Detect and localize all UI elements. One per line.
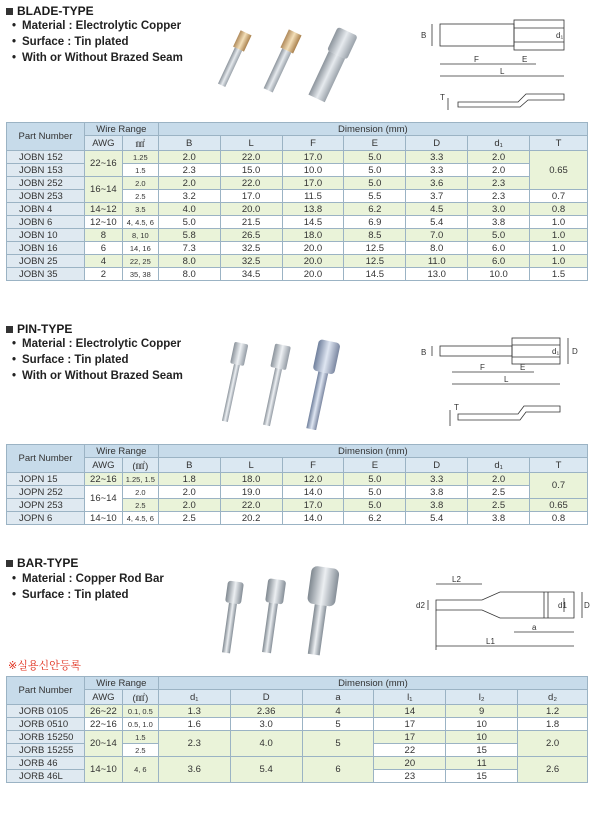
value-cell: 6.0 bbox=[468, 242, 530, 255]
mm2-cell: 1.25 bbox=[122, 151, 158, 164]
awg-cell: 16~14 bbox=[84, 486, 122, 512]
awg-cell: 22~16 bbox=[84, 718, 122, 731]
value-cell: 17.0 bbox=[282, 151, 344, 164]
value-cell: 3.0 bbox=[230, 718, 302, 731]
awg-cell: 6 bbox=[84, 242, 122, 255]
bar-spec-table bbox=[6, 676, 588, 783]
bar-dimension-diagram bbox=[414, 572, 590, 660]
dim-label-E: E bbox=[522, 55, 528, 64]
value-cell: 5.8 bbox=[158, 229, 220, 242]
awg-cell: 20~14 bbox=[84, 731, 122, 757]
header-col: l₁ bbox=[374, 690, 446, 705]
value-cell: 11.5 bbox=[282, 190, 344, 203]
mm2-cell: 8, 10 bbox=[122, 229, 158, 242]
value-cell: 22.0 bbox=[220, 151, 282, 164]
table-row bbox=[7, 255, 588, 268]
part-number: JOPN 6 bbox=[7, 512, 85, 525]
part-number: JOBN 253 bbox=[7, 190, 85, 203]
value-cell: 7.0 bbox=[406, 229, 468, 242]
header-wire-range: Wire Range bbox=[84, 445, 158, 458]
mm2-cell: 4, 4.5, 6 bbox=[122, 216, 158, 229]
part-number: JOBN 6 bbox=[7, 216, 85, 229]
part-number: JOBN 16 bbox=[7, 242, 85, 255]
header-awg: AWG bbox=[84, 690, 122, 705]
pin-dimension-diagram bbox=[418, 330, 590, 435]
value-cell: 22.0 bbox=[220, 499, 282, 512]
table-row bbox=[7, 151, 588, 164]
value-cell: 0.7 bbox=[530, 473, 588, 499]
header-col: F bbox=[282, 136, 344, 151]
value-cell: 32.5 bbox=[220, 242, 282, 255]
value-cell: 20.0 bbox=[220, 203, 282, 216]
part-number: JOBN 35 bbox=[7, 268, 85, 281]
value-cell: 3.7 bbox=[406, 190, 468, 203]
value-cell: 34.5 bbox=[220, 268, 282, 281]
value-cell: 2.3 bbox=[468, 177, 530, 190]
header-col: D bbox=[406, 458, 468, 473]
value-cell: 11.0 bbox=[406, 255, 468, 268]
value-cell: 3.2 bbox=[158, 190, 220, 203]
header-mm2: (㎟) bbox=[122, 458, 158, 473]
value-cell: 5.4 bbox=[406, 216, 468, 229]
value-cell: 9 bbox=[446, 705, 518, 718]
value-cell: 7.3 bbox=[158, 242, 220, 255]
table-row bbox=[7, 757, 588, 770]
header-awg: AWG bbox=[84, 136, 122, 151]
value-cell: 3.3 bbox=[406, 164, 468, 177]
value-cell: 1.0 bbox=[530, 255, 588, 268]
pin-spec-table bbox=[6, 444, 588, 525]
value-cell: 8.5 bbox=[344, 229, 406, 242]
value-cell: 20.2 bbox=[220, 512, 282, 525]
value-cell: 2.3 bbox=[468, 190, 530, 203]
value-cell: 0.65 bbox=[530, 151, 588, 190]
header-part-number: Part Number bbox=[7, 123, 85, 151]
awg-cell: 22~16 bbox=[84, 473, 122, 486]
awg-cell: 14~10 bbox=[84, 512, 122, 525]
mm2-cell: 2.0 bbox=[122, 177, 158, 190]
header-col: l₂ bbox=[446, 690, 518, 705]
header-col: d₁ bbox=[468, 136, 530, 151]
part-number: JOPN 15 bbox=[7, 473, 85, 486]
header-dimension: Dimension (mm) bbox=[158, 123, 587, 136]
bar-features bbox=[12, 571, 164, 603]
value-cell: 8.0 bbox=[158, 255, 220, 268]
dim-label-L: L bbox=[500, 67, 505, 76]
value-cell: 32.5 bbox=[220, 255, 282, 268]
mm2-cell: 2.0 bbox=[122, 486, 158, 499]
dim-label-a: a bbox=[532, 623, 537, 632]
header-col: T bbox=[530, 136, 588, 151]
mm2-cell: 1.5 bbox=[122, 731, 158, 744]
dim-label-T: T bbox=[454, 403, 459, 412]
value-cell: 1.8 bbox=[518, 718, 588, 731]
value-cell: 5.0 bbox=[344, 151, 406, 164]
dim-label-d1: d1 bbox=[558, 601, 567, 610]
dim-label-L2: L2 bbox=[452, 575, 461, 584]
part-number: JOBN 152 bbox=[7, 151, 85, 164]
bar-type-title: BAR-TYPE bbox=[6, 556, 78, 570]
header-col: L bbox=[220, 458, 282, 473]
value-cell: 19.0 bbox=[220, 486, 282, 499]
value-cell: 14.0 bbox=[282, 512, 344, 525]
awg-cell: 2 bbox=[84, 268, 122, 281]
table-row bbox=[7, 216, 588, 229]
value-cell: 14.5 bbox=[282, 216, 344, 229]
value-cell: 12.5 bbox=[344, 242, 406, 255]
part-number: JORB 15250 bbox=[7, 731, 85, 744]
value-cell: 2.3 bbox=[158, 731, 230, 757]
header-col: D bbox=[230, 690, 302, 705]
bullet-square-icon bbox=[6, 8, 13, 15]
header-awg: AWG bbox=[84, 458, 122, 473]
part-number: JOBN 10 bbox=[7, 229, 85, 242]
value-cell: 1.0 bbox=[530, 242, 588, 255]
blade-spec-table bbox=[6, 122, 588, 281]
value-cell: 14 bbox=[374, 705, 446, 718]
value-cell: 2.3 bbox=[158, 164, 220, 177]
value-cell: 6.9 bbox=[344, 216, 406, 229]
value-cell: 3.6 bbox=[406, 177, 468, 190]
value-cell: 12.5 bbox=[344, 255, 406, 268]
value-cell: 5.4 bbox=[230, 757, 302, 783]
value-cell: 18.0 bbox=[282, 229, 344, 242]
table-row bbox=[7, 229, 588, 242]
value-cell: 15 bbox=[446, 770, 518, 783]
mm2-cell: 22, 25 bbox=[122, 255, 158, 268]
value-cell: 2.0 bbox=[158, 177, 220, 190]
feature-item: • Material : Electrolytic Copper bbox=[12, 18, 183, 34]
value-cell: 0.65 bbox=[530, 499, 588, 512]
header-part-number: Part Number bbox=[7, 677, 85, 705]
value-cell: 23 bbox=[374, 770, 446, 783]
dim-label-d1: d₁ bbox=[556, 31, 564, 40]
value-cell: 5 bbox=[302, 731, 374, 757]
table-row bbox=[7, 177, 588, 190]
value-cell: 5 bbox=[302, 718, 374, 731]
table-row bbox=[7, 268, 588, 281]
value-cell: 13.8 bbox=[282, 203, 344, 216]
header-col: E bbox=[344, 458, 406, 473]
utility-model-note: ※실용신안등록 bbox=[8, 660, 81, 672]
bar-terminal-photo bbox=[210, 565, 340, 660]
value-cell: 17.0 bbox=[282, 499, 344, 512]
value-cell: 21.5 bbox=[220, 216, 282, 229]
header-col: D bbox=[406, 136, 468, 151]
part-number: JOBN 4 bbox=[7, 203, 85, 216]
value-cell: 3.3 bbox=[406, 473, 468, 486]
value-cell: 10 bbox=[446, 731, 518, 744]
table-row bbox=[7, 473, 588, 486]
dim-label-E: E bbox=[520, 363, 526, 372]
mm2-cell: 0.5, 1.0 bbox=[122, 718, 158, 731]
header-col: a bbox=[302, 690, 374, 705]
value-cell: 20.0 bbox=[282, 255, 344, 268]
value-cell: 5.0 bbox=[344, 499, 406, 512]
feature-item: • With or Without Brazed Seam bbox=[12, 368, 183, 384]
mm2-cell: 2.5 bbox=[122, 744, 158, 757]
dim-label-d2: d2 bbox=[416, 601, 425, 610]
awg-cell: 12~10 bbox=[84, 216, 122, 229]
value-cell: 6.0 bbox=[468, 255, 530, 268]
mm2-cell: 4, 4.5, 6 bbox=[122, 512, 158, 525]
dim-label-B: B bbox=[421, 348, 427, 357]
value-cell: 15 bbox=[446, 744, 518, 757]
dim-label-D: D bbox=[584, 601, 590, 610]
value-cell: 4.5 bbox=[406, 203, 468, 216]
blade-terminal-photo bbox=[205, 25, 365, 105]
value-cell: 2.0 bbox=[468, 473, 530, 486]
dim-label-T: T bbox=[440, 93, 445, 102]
part-number: JOBN 25 bbox=[7, 255, 85, 268]
value-cell: 13.0 bbox=[406, 268, 468, 281]
value-cell: 6.2 bbox=[344, 203, 406, 216]
value-cell: 11 bbox=[446, 757, 518, 770]
value-cell: 26.5 bbox=[220, 229, 282, 242]
table-row bbox=[7, 718, 588, 731]
value-cell: 8.0 bbox=[406, 242, 468, 255]
value-cell: 10.0 bbox=[468, 268, 530, 281]
value-cell: 12.0 bbox=[282, 473, 344, 486]
value-cell: 5.0 bbox=[344, 164, 406, 177]
value-cell: 5.0 bbox=[344, 486, 406, 499]
value-cell: 5.0 bbox=[158, 216, 220, 229]
value-cell: 10.0 bbox=[282, 164, 344, 177]
awg-cell: 14~10 bbox=[84, 757, 122, 783]
mm2-cell: 2.5 bbox=[122, 499, 158, 512]
feature-item: • Surface : Tin plated bbox=[12, 352, 183, 368]
value-cell: 22 bbox=[374, 744, 446, 757]
pin-type-title: PIN-TYPE bbox=[6, 322, 72, 336]
value-cell: 1.5 bbox=[530, 268, 588, 281]
value-cell: 3.8 bbox=[468, 216, 530, 229]
mm2-cell: 1.25, 1.5 bbox=[122, 473, 158, 486]
value-cell: 1.2 bbox=[518, 705, 588, 718]
value-cell: 3.8 bbox=[406, 499, 468, 512]
part-number: JORB 46L bbox=[7, 770, 85, 783]
header-col: F bbox=[282, 458, 344, 473]
header-col: T bbox=[530, 458, 588, 473]
part-number: JOPN 252 bbox=[7, 486, 85, 499]
value-cell: 17.0 bbox=[282, 177, 344, 190]
header-col: d₁ bbox=[468, 458, 530, 473]
value-cell: 4 bbox=[302, 705, 374, 718]
awg-cell: 16~14 bbox=[84, 177, 122, 203]
pin-terminal-photo bbox=[212, 338, 342, 430]
mm2-cell: 4, 6 bbox=[122, 757, 158, 783]
value-cell: 0.7 bbox=[530, 190, 588, 203]
part-number: JORB 0105 bbox=[7, 705, 85, 718]
mm2-cell: 14, 16 bbox=[122, 242, 158, 255]
awg-cell: 22~16 bbox=[84, 151, 122, 177]
value-cell: 17 bbox=[374, 718, 446, 731]
value-cell: 6 bbox=[302, 757, 374, 783]
header-wire-range: Wire Range bbox=[84, 123, 158, 136]
header-wire-range: Wire Range bbox=[84, 677, 158, 690]
value-cell: 1.0 bbox=[530, 229, 588, 242]
pin-features bbox=[12, 336, 183, 384]
value-cell: 5.0 bbox=[468, 229, 530, 242]
dim-label-F: F bbox=[474, 55, 479, 64]
part-number: JOBN 153 bbox=[7, 164, 85, 177]
value-cell: 3.6 bbox=[158, 757, 230, 783]
header-col: E bbox=[344, 136, 406, 151]
value-cell: 0.8 bbox=[530, 512, 588, 525]
value-cell: 17 bbox=[374, 731, 446, 744]
header-part-number: Part Number bbox=[7, 445, 85, 473]
value-cell: 20.0 bbox=[282, 268, 344, 281]
header-dimension: Dimension (mm) bbox=[158, 445, 587, 458]
part-number: JOBN 252 bbox=[7, 177, 85, 190]
mm2-cell: 1.5 bbox=[122, 164, 158, 177]
feature-item: • Material : Copper Rod Bar bbox=[12, 571, 164, 587]
awg-cell: 14~12 bbox=[84, 203, 122, 216]
feature-item: • Surface : Tin plated bbox=[12, 34, 183, 50]
value-cell: 5.0 bbox=[344, 177, 406, 190]
table-row bbox=[7, 203, 588, 216]
value-cell: 2.0 bbox=[158, 499, 220, 512]
value-cell: 2.5 bbox=[468, 499, 530, 512]
blade-dimension-diagram bbox=[418, 10, 590, 115]
dim-label-D: D bbox=[572, 347, 578, 356]
value-cell: 14.5 bbox=[344, 268, 406, 281]
awg-cell: 26~22 bbox=[84, 705, 122, 718]
value-cell: 20 bbox=[374, 757, 446, 770]
part-number: JORB 15255 bbox=[7, 744, 85, 757]
value-cell: 2.0 bbox=[468, 164, 530, 177]
table-row bbox=[7, 486, 588, 499]
bullet-square-icon bbox=[6, 326, 13, 333]
value-cell: 10 bbox=[446, 718, 518, 731]
part-number: JOPN 253 bbox=[7, 499, 85, 512]
header-dimension: Dimension (mm) bbox=[158, 677, 587, 690]
value-cell: 15.0 bbox=[220, 164, 282, 177]
awg-cell: 4 bbox=[84, 255, 122, 268]
value-cell: 1.0 bbox=[530, 216, 588, 229]
dim-label-B: B bbox=[421, 31, 427, 40]
dim-label-L1: L1 bbox=[486, 637, 495, 646]
mm2-cell: 0.1, 0.5 bbox=[122, 705, 158, 718]
value-cell: 4.0 bbox=[230, 731, 302, 757]
value-cell: 1.6 bbox=[158, 718, 230, 731]
header-col: B bbox=[158, 136, 220, 151]
value-cell: 2.36 bbox=[230, 705, 302, 718]
part-number: JORB 0510 bbox=[7, 718, 85, 731]
value-cell: 4.0 bbox=[158, 203, 220, 216]
value-cell: 2.0 bbox=[518, 731, 588, 757]
value-cell: 20.0 bbox=[282, 242, 344, 255]
mm2-cell: 35, 38 bbox=[122, 268, 158, 281]
value-cell: 22.0 bbox=[220, 177, 282, 190]
feature-item: • With or Without Brazed Seam bbox=[12, 50, 183, 66]
value-cell: 14.0 bbox=[282, 486, 344, 499]
value-cell: 2.0 bbox=[158, 486, 220, 499]
dim-label-L: L bbox=[504, 375, 509, 384]
dim-label-F: F bbox=[480, 363, 485, 372]
table-row bbox=[7, 512, 588, 525]
value-cell: 2.5 bbox=[468, 486, 530, 499]
table-row bbox=[7, 705, 588, 718]
header-col: L bbox=[220, 136, 282, 151]
header-col: d₂ bbox=[518, 690, 588, 705]
blade-type-title: BLADE-TYPE bbox=[6, 4, 94, 18]
value-cell: 3.8 bbox=[468, 512, 530, 525]
value-cell: 2.5 bbox=[158, 512, 220, 525]
value-cell: 5.4 bbox=[406, 512, 468, 525]
value-cell: 0.8 bbox=[530, 203, 588, 216]
awg-cell: 8 bbox=[84, 229, 122, 242]
value-cell: 8.0 bbox=[158, 268, 220, 281]
value-cell: 5.0 bbox=[344, 473, 406, 486]
value-cell: 5.5 bbox=[344, 190, 406, 203]
value-cell: 3.8 bbox=[406, 486, 468, 499]
header-mm2: ㎟ bbox=[122, 136, 158, 151]
value-cell: 6.2 bbox=[344, 512, 406, 525]
table-row bbox=[7, 242, 588, 255]
value-cell: 2.6 bbox=[518, 757, 588, 783]
header-mm2: (㎟) bbox=[122, 690, 158, 705]
header-col: d₁ bbox=[158, 690, 230, 705]
header-col: B bbox=[158, 458, 220, 473]
dim-label-d1: d₁ bbox=[552, 347, 560, 356]
value-cell: 3.0 bbox=[468, 203, 530, 216]
bullet-square-icon bbox=[6, 560, 13, 567]
feature-item: • Material : Electrolytic Copper bbox=[12, 336, 183, 352]
value-cell: 1.3 bbox=[158, 705, 230, 718]
table-row bbox=[7, 731, 588, 744]
value-cell: 2.0 bbox=[158, 151, 220, 164]
feature-item: • Surface : Tin plated bbox=[12, 587, 164, 603]
mm2-cell: 3.5 bbox=[122, 203, 158, 216]
value-cell: 18.0 bbox=[220, 473, 282, 486]
value-cell: 2.0 bbox=[468, 151, 530, 164]
mm2-cell: 2.5 bbox=[122, 190, 158, 203]
value-cell: 1.8 bbox=[158, 473, 220, 486]
value-cell: 17.0 bbox=[220, 190, 282, 203]
part-number: JORB 46 bbox=[7, 757, 85, 770]
value-cell: 3.3 bbox=[406, 151, 468, 164]
blade-features bbox=[12, 18, 183, 66]
